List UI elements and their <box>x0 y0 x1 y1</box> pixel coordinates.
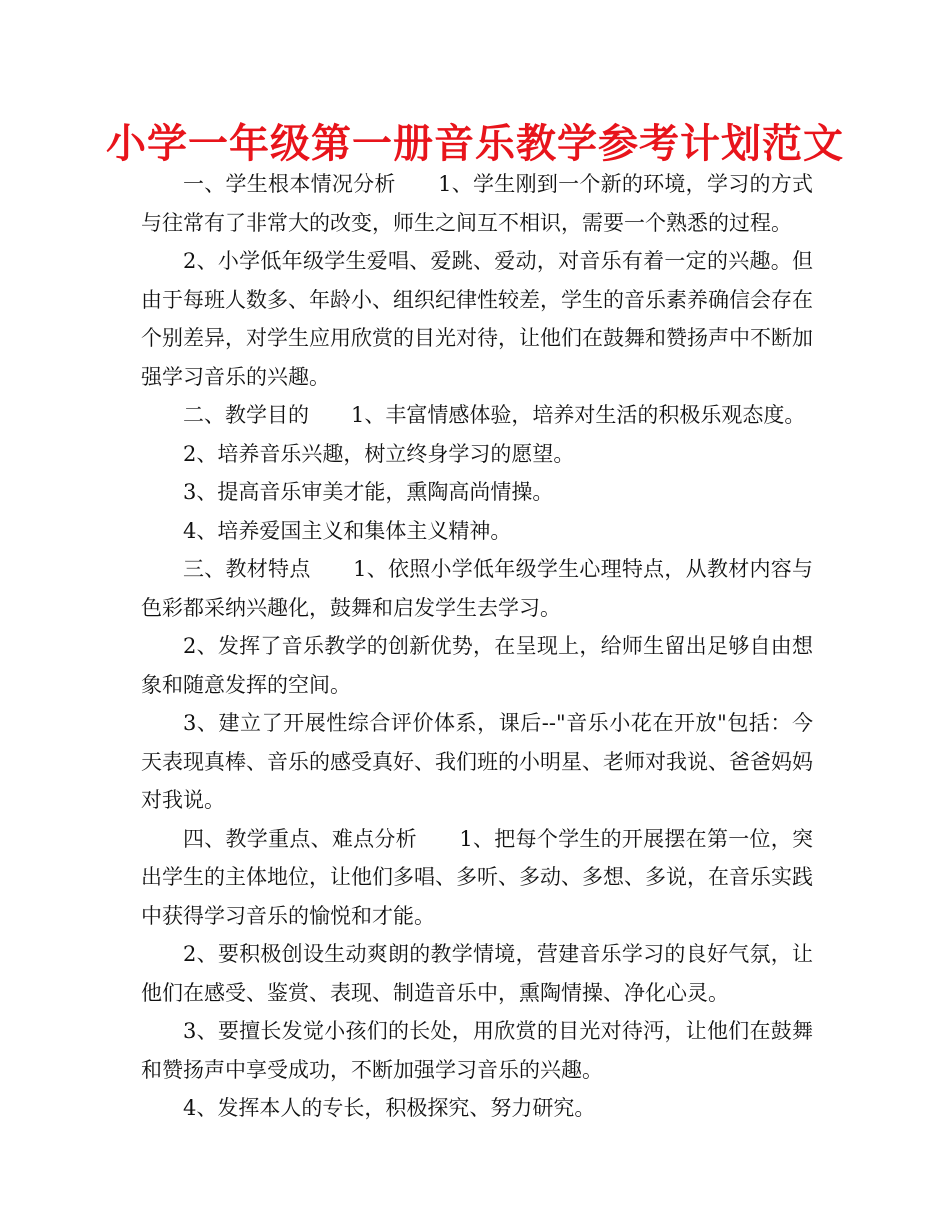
paragraph-11: 2、要积极创设生动爽朗的教学情境，营建音乐学习的良好气氛，让他们在感受、鉴赏、表现、制造音乐中，熏陶情操、净化心灵。 <box>141 942 813 1005</box>
document-title: 小学一年级第一册音乐教学参考计划范文 <box>106 121 844 167</box>
paragraph-13: 4、发挥本人的专长，积极探究、努力研究。 <box>183 1096 596 1120</box>
paragraph-8: 2、发挥了音乐教学的创新优势，在呈现上，给师生留出足够自由想象和随意发挥的空间。 <box>141 634 813 697</box>
document-body <box>141 165 813 1128</box>
paragraph-9: 3、建立了开展性综合评价体系，课后--"音乐小花在开放"包括：今天表现真棒、音乐的感受真好、我们班的小明星、老师对我说、爸爸妈妈对我说。 <box>141 711 813 812</box>
paragraph-6: 4、培养爱国主义和集体主义精神。 <box>183 518 512 543</box>
paragraph-10: 四、教学重点、难点分析 1、把每个学生的开展摆在第一位，突出学生的主体地位，让他们多唱、多听、多动、多想、多说，在音乐实践中获得学习音乐的愉悦和才能。 <box>141 826 813 928</box>
paragraph-4: 2、培养音乐兴趣，树立终身学习的愿望。 <box>183 441 575 466</box>
paragraph-2: 2、小学低年级学生爱唱、爱跳、爱动，对音乐有着一定的兴趣。但由于每班人数多、年龄小、组织纪律性较差，学生的音乐素养确信会存在个别差异，对学生应用欣赏的目光对待，让他们在鼓舞和赞扬声中不断加强学习音乐的兴趣。 <box>141 249 813 389</box>
paragraph-7: 三、教材特点 1、依照小学低年级学生心理特点，从教材内容与色彩都采纳兴趣化，鼓舞和启发学生去学习。 <box>141 557 813 620</box>
paragraph-12: 3、要擅长发觉小孩们的长处，用欣赏的目光对待沔，让他们在鼓舞和赞扬声中享受成功，不断加强学习音乐的兴趣。 <box>141 1019 813 1082</box>
paragraph-5: 3、提高音乐审美才能，熏陶高尚情操。 <box>183 480 554 504</box>
paragraph-3: 二、教学目的 1、丰富情感体验，培养对生活的积极乐观态度。 <box>183 403 806 427</box>
paragraph-1: 一、学生根本情况分析 1、学生刚到一个新的环境，学习的方式与往常有了非常大的改变，师生之间互不相识，需要一个熟悉的过程。 <box>141 172 813 235</box>
